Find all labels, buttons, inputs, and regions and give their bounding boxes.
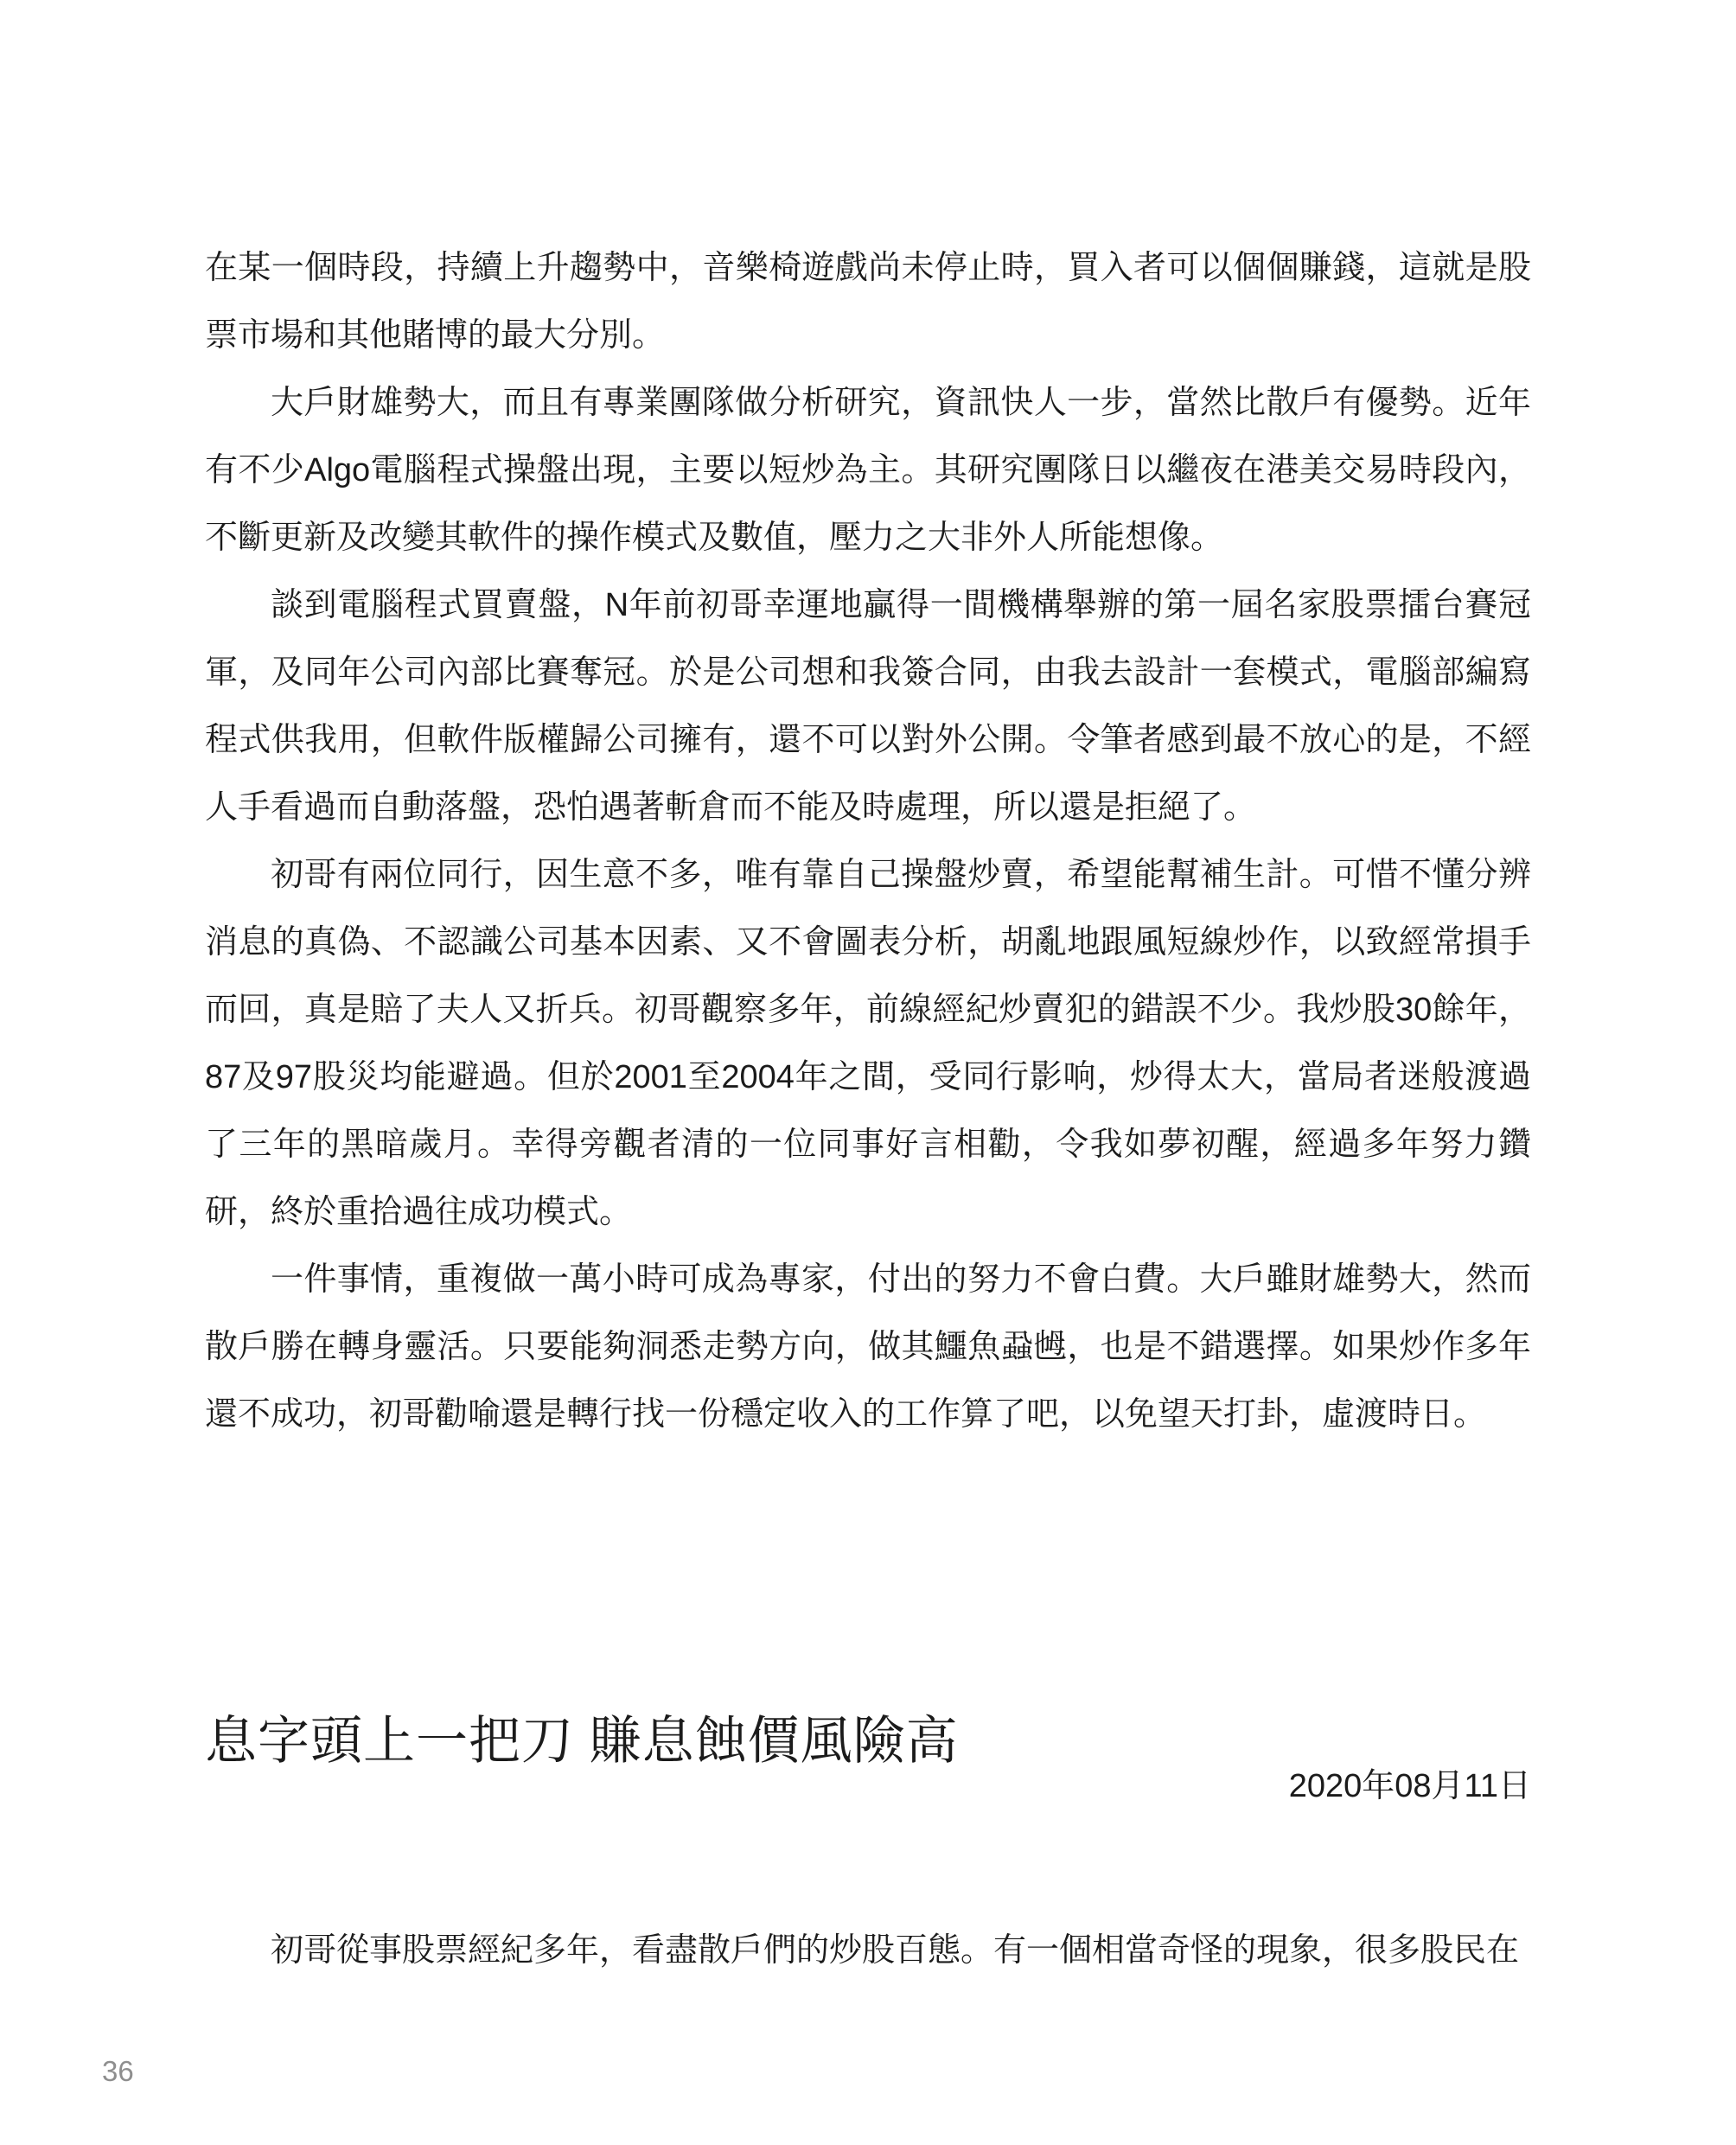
continued-article-body [205,234,1531,1448]
body-paragraph: 初哥有兩位同行，因生意不多，唯有靠自己操盤炒賣，希望能幫補生計。可惜不懂分辨消息的真偽、不認識公司基本因素、又不會圖表分析，胡亂地跟風短線炒作，以致經常損手而回，真是賠了夫人又折兵。初哥觀察多年，前線經紀炒賣犯的錯誤不少。我炒股30餘年，87及97股災均能避過。但於2001至2004年之間，受同行影响，炒得太大，當局者迷般渡過了三年的黑暗歲月。幸得旁觀者清的一位同事好言相勸，令我如夢初醒，經過多年努力鑽研，終於重拾過往成功模式。 [205,857,1531,1230]
page-number: 36 [102,2055,134,2087]
body-paragraph: 一件事情，重複做一萬小時可成為專家，付出的努力不會白費。大戶雖財雄勢大，然而散戶勝在轉身靈活。只要能夠洞悉走勢方向，做其鱷魚蝨乸，也是不錯選擇。如果炒作多年還不成功，初哥勸喻還是轉行找一份穩定收入的工作算了吧，以免望天打卦，虛渡時日。 [205,1261,1531,1433]
body-paragraph: 談到電腦程式買賣盤，N年前初哥幸運地贏得一間機構舉辦的第一屆名家股票擂台賽冠軍，及同年公司內部比賽奪冠。於是公司想和我簽合同，由我去設計一套模式，電腦部編寫程式供我用，但軟件版權歸公司擁有，還不可以對外公開。令筆者感到最不放心的是，不經人手看過而自動落盤，恐怕遇著斬倉而不能及時處理，所以還是拒絕了。 [205,587,1531,826]
body-paragraph: 初哥從事股票經紀多年，看盡散戶們的炒股百態。有一個相當奇怪的現象，很多股民在 [271,1932,1520,1969]
article-title: 息字頭上一把刀 賺息蝕價風險高 [205,1712,959,1771]
article-date: 2020年08月11日 [1288,1768,1531,1804]
body-paragraph: 大戶財雄勢大，而且有專業團隊做分析研究，資訊快人一步，當然比散戶有優勢。近年有不少Algo電腦程式操盤出現，主要以短炒為主。其研究團隊日以繼夜在港美交易時段內，不斷更新及改變其軟件的操作模式及數值，壓力之大非外人所能想像。 [205,385,1531,556]
body-paragraph: 在某一個時段，持續上升趨勢中，音樂椅遊戲尚未停止時，買入者可以個個賺錢，這就是股票市場和其他賭博的最大分別。 [205,250,1531,354]
